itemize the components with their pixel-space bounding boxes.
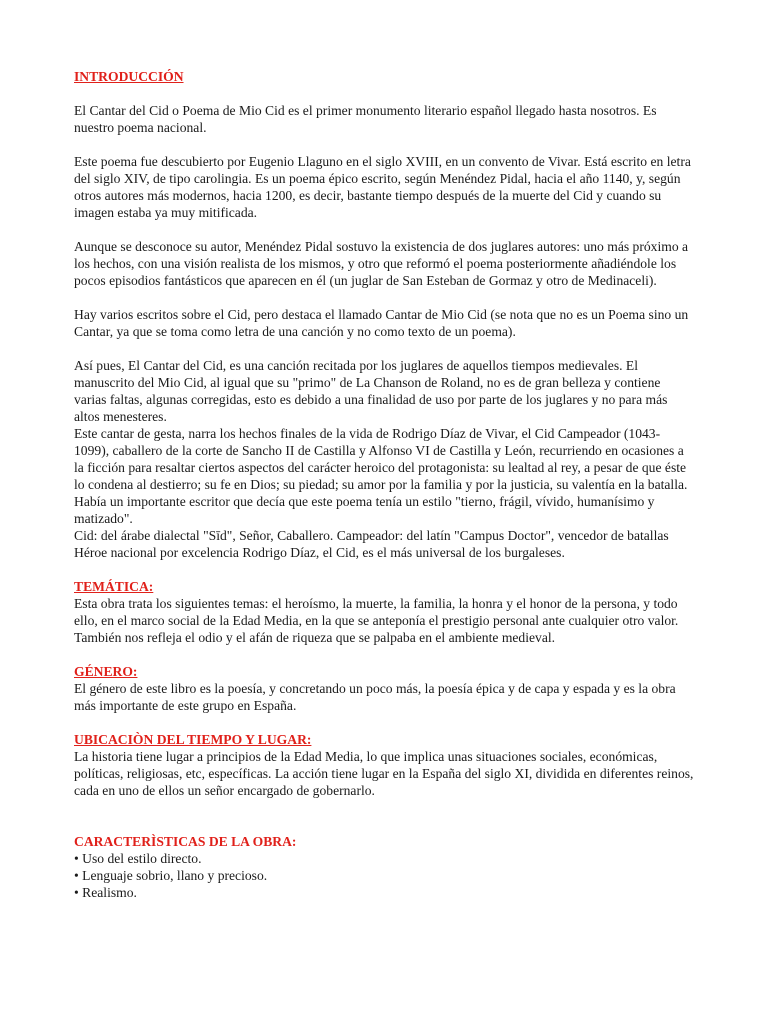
- caracteristicas-list: [74, 850, 694, 901]
- genero-text: El género de este libro es la poesía, y concretando un poco más, la poesía épica y de capa y espada y es la obra más importante de este grupo en España.: [74, 681, 676, 713]
- ubicacion-text: La historia tiene lugar a principios de la Edad Media, lo que implica unas situaciones sociales, económicas, políticas, religiosas, etc, específicas. La acción tiene lugar en la España del siglo XI, dividida en diferentes reinos, cada en uno de ellos un señor encargado de gobernarlo.: [74, 749, 694, 798]
- intro-paragraph-4: Hay varios escritos sobre el Cid, pero destaca el llamado Cantar de Mio Cid (se nota que no es un Poema sino un Cantar, ya que se toma como letra de una canción y no como texto de un poema).: [74, 307, 689, 339]
- document-body: [74, 68, 694, 901]
- list-item: • Uso del estilo directo.: [74, 850, 694, 867]
- heading-genero: GÉNERO:: [74, 664, 138, 679]
- heading-tematica: TEMÁTICA:: [74, 579, 154, 594]
- intro-block-line-3: Cid: del árabe dialectal "Sīd", Señor, Caballero. Campeador: del latín "Campus Doctor", vencedor de batallas: [74, 528, 669, 543]
- intro-block-line-1: Así pues, El Cantar del Cid, es una canción recitada por los juglares de aquellos tiempos medievales. El manuscrito del Mio Cid, al igual que su "primo" de La Chanson de Roland, no es de gran belleza y contiene varias faltas, algunas corregidas, esto es debido a una finalidad de uso por parte de los juglares y no para más altos menesteres.: [74, 358, 668, 424]
- intro-paragraph-3: Aunque se desconoce su autor, Menéndez Pidal sostuvo la existencia de dos juglares autores: uno más próximo a los hechos, con una visión realista de los mismos, y otro que reformó el poema posteriormente añadiéndole los pocos episodios fantásticos que aparecen en él (un juglar de San Esteban de Gormaz y otro de Medinaceli).: [74, 239, 689, 288]
- tematica-text: Esta obra trata los siguientes temas: el heroísmo, la muerte, la familia, la honra y el honor de la persona, y todo ello, en el marco social de la Edad Media, en la que se anteponía el prestigio personal ante cualquier otro valor. También nos refleja el odio y el afán de riqueza que se palpaba en el ambiente medieval.: [74, 596, 679, 645]
- intro-block-line-4: Héroe nacional por excelencia Rodrigo Díaz, el Cid, es el más universal de los burgaleses.: [74, 545, 565, 560]
- list-item: • Lenguaje sobrio, llano y precioso.: [74, 867, 694, 884]
- intro-paragraph-2: Este poema fue descubierto por Eugenio Llaguno en el siglo XVIII, en un convento de Vivar. Está escrito en letra del siglo XIV, de tipo carolingia. Es un poema épico escrito, según Menéndez Pidal, hacia el año 1140, y, según otros autores más modernos, hacia 1200, es decir, bastante tiempo después de la muerte del Cid y cuando su imagen estaba ya muy mitificada.: [74, 154, 691, 220]
- list-item: • Realismo.: [74, 884, 694, 901]
- intro-block-line-2: Este cantar de gesta, narra los hechos finales de la vida de Rodrigo Díaz de Vivar, el Cid Campeador (1043-1099), caballero de la corte de Sancho II de Castilla y Alfonso VI de Castilla y León, recurriendo en ocasiones a la ficción para resaltar ciertos aspectos del carácter heroico del protagonista: su lealtad al rey, a pesar de que éste lo condena al destierro; su fe en Dios; su piedad; su amor por la familia y por la justicia, su valentía en la batalla. Había un importante escritor que decía que este poema tenía un estilo "tierno, frágil, vívido, humanísimo y matizado".: [74, 426, 688, 526]
- heading-introduccion: INTRODUCCIÓN: [74, 69, 184, 84]
- intro-paragraph-1: El Cantar del Cid o Poema de Mio Cid es el primer monumento literario español llegado hasta nosotros. Es nuestro poema nacional.: [74, 103, 657, 135]
- heading-ubicacion: UBICACIÒN DEL TIEMPO Y LUGAR:: [74, 732, 312, 747]
- heading-caracteristicas: CARACTERÌSTICAS DE LA OBRA:: [74, 834, 297, 849]
